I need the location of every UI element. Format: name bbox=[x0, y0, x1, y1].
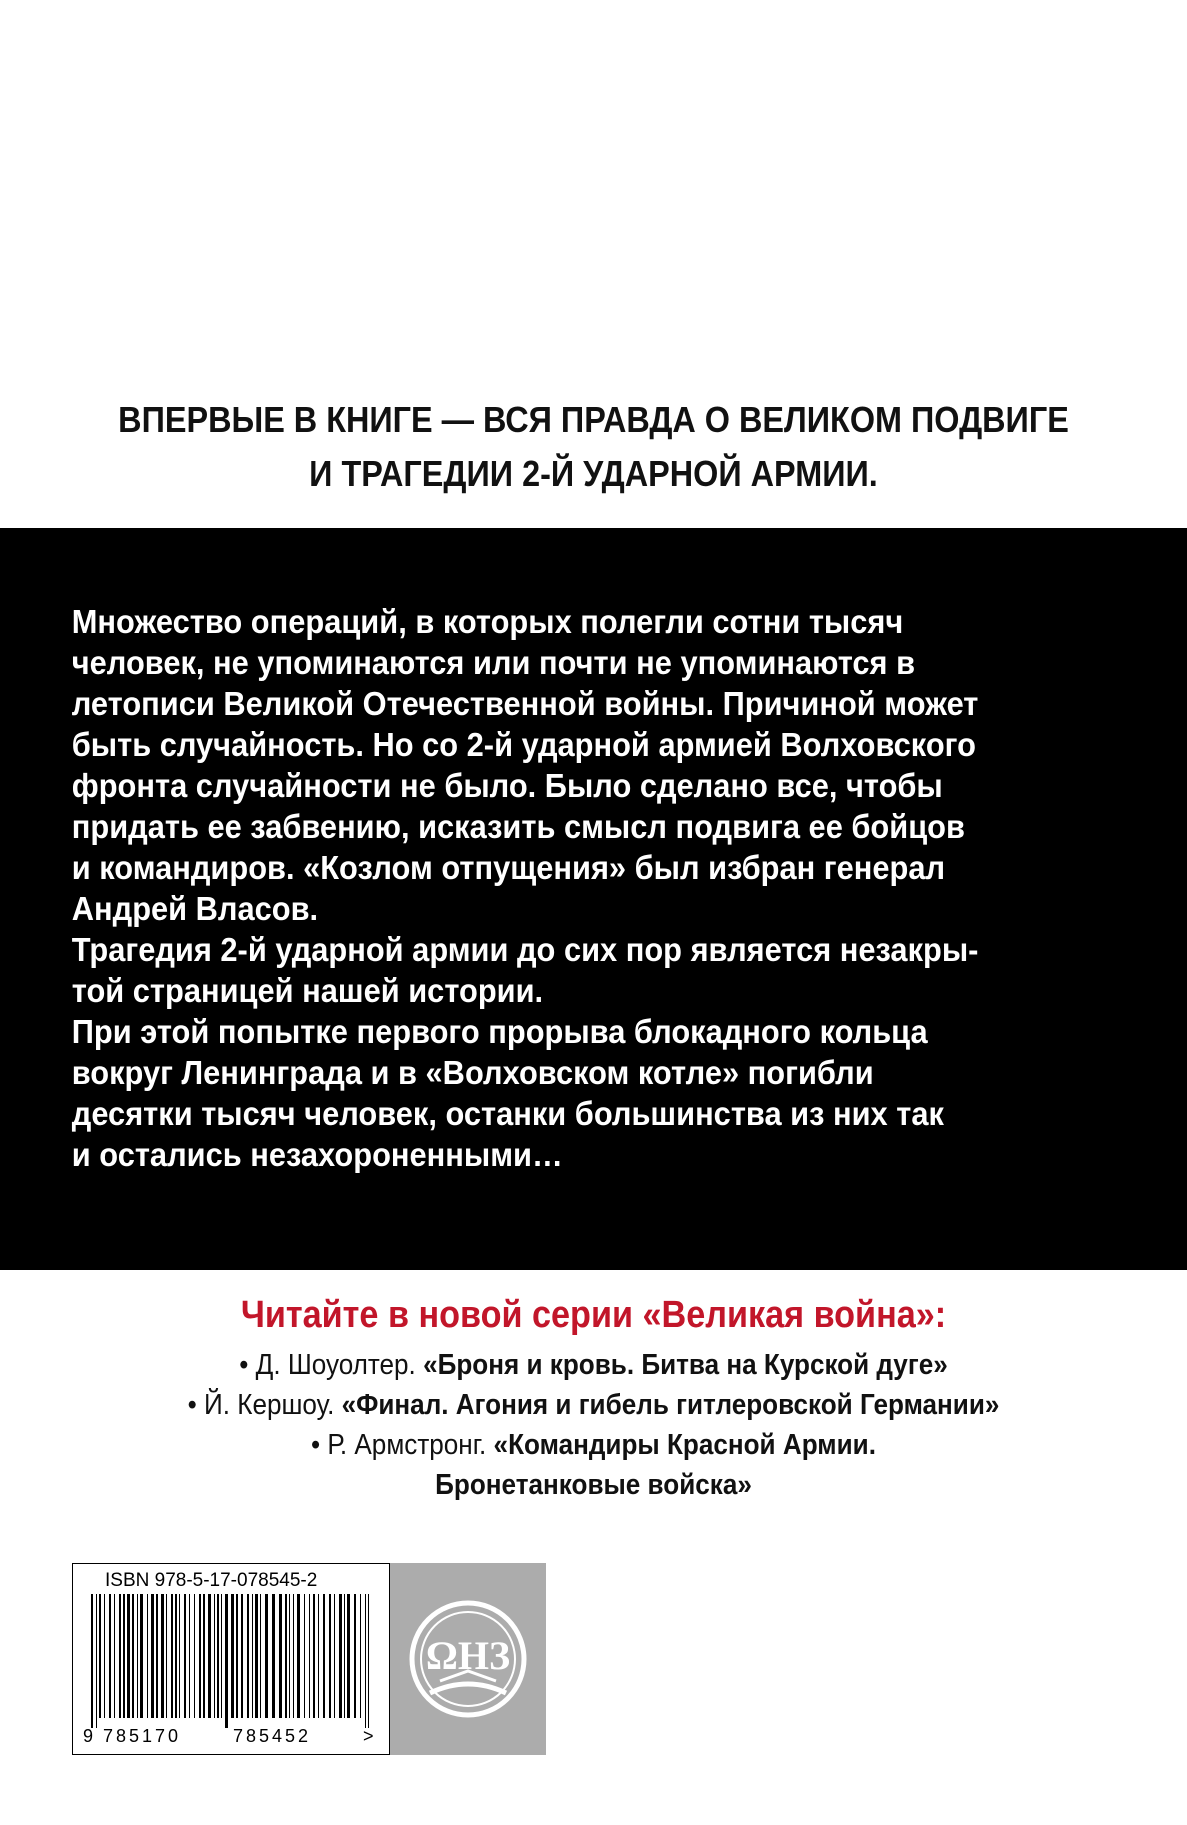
barcode-bar bbox=[96, 1594, 97, 1728]
barcode-bar bbox=[161, 1594, 164, 1718]
barcode-bar bbox=[265, 1594, 268, 1718]
blurb-line: При этой попытке первого прорыва блокадного кольца bbox=[71, 1014, 928, 1051]
barcode-bar bbox=[194, 1594, 195, 1718]
series-item-title: «Броня и кровь. Битва на Курской дуге» bbox=[423, 1349, 948, 1381]
tagline bbox=[59, 393, 1127, 501]
barcode-bar bbox=[347, 1594, 350, 1718]
barcode-first-digit: 9 bbox=[83, 1726, 94, 1746]
blurb-text bbox=[0, 602, 1092, 1176]
series-item bbox=[59, 1385, 1127, 1425]
barcode-bar bbox=[365, 1594, 366, 1728]
barcode-bar bbox=[289, 1594, 290, 1718]
blurb-line: быть случайность. Но со 2-й ударной армией Волховского bbox=[71, 727, 976, 764]
tagline-line-1: ВПЕРВЫЕ В КНИГЕ — ВСЯ ПРАВДА О ВЕЛИКОМ ПОДВИГЕ bbox=[118, 399, 1069, 440]
barcode-bar bbox=[156, 1594, 158, 1718]
barcode-bar bbox=[368, 1594, 369, 1728]
barcode-bar bbox=[119, 1594, 121, 1718]
barcode-bar bbox=[137, 1594, 138, 1718]
barcode-bar bbox=[231, 1594, 234, 1718]
blurb-line: летописи Великой Отечественной войны. Причиной может bbox=[71, 686, 979, 723]
blurb-line: Множество операций, в которых полегли сотни тысяч bbox=[71, 604, 904, 641]
barcode-bar bbox=[313, 1594, 315, 1718]
series-item bbox=[59, 1425, 1127, 1465]
blurb-line: и командиров. «Козлом отпущения» был избран генерал bbox=[71, 850, 946, 887]
series-item-continuation bbox=[59, 1465, 1127, 1505]
barcode-bar bbox=[334, 1594, 335, 1718]
barcode-bar bbox=[151, 1594, 154, 1718]
barcode-bar bbox=[354, 1594, 356, 1718]
barcode-bar bbox=[323, 1594, 325, 1718]
barcode-bar bbox=[297, 1594, 300, 1718]
series-item-title: «Командиры Красной Армии. bbox=[493, 1429, 876, 1461]
series-heading: Читайте в новой серии «Великая война»: bbox=[240, 1294, 947, 1336]
barcode-bar bbox=[221, 1594, 222, 1718]
barcode-bar bbox=[127, 1594, 130, 1718]
barcode-block bbox=[72, 1563, 390, 1755]
blurb-line: придать ее забвению, исказить смысл подвига ее бойцов bbox=[71, 809, 965, 846]
barcode-bar bbox=[175, 1594, 177, 1718]
barcode-bar bbox=[360, 1594, 361, 1718]
blurb-line: человек, не упоминаются или почти не упоминаются в bbox=[71, 645, 916, 682]
blurb-line: Трагедия 2-й ударной армии до сих пор является незакры- bbox=[71, 932, 979, 969]
barcode-bar bbox=[272, 1594, 275, 1718]
series-list bbox=[59, 1345, 1127, 1505]
barcode-bar bbox=[260, 1594, 261, 1718]
barcode-bar bbox=[123, 1594, 125, 1718]
publisher-emblem-icon bbox=[390, 1563, 546, 1755]
barcode-bar bbox=[318, 1594, 319, 1718]
barcode-bar bbox=[184, 1594, 186, 1718]
barcode-right-group: 785452 bbox=[233, 1726, 312, 1746]
barcode-bar bbox=[171, 1594, 173, 1718]
blurb-line: десятки тысяч человек, останки большинства из них так bbox=[71, 1096, 944, 1133]
barcode-bar bbox=[329, 1594, 331, 1718]
barcode-bar bbox=[179, 1594, 180, 1718]
barcode-bar bbox=[147, 1594, 148, 1718]
series-item-title-continuation: Бронетанковые войска» bbox=[435, 1469, 752, 1501]
barcode-arrow: > bbox=[363, 1726, 374, 1746]
barcode-bar bbox=[225, 1594, 228, 1728]
barcode-bar bbox=[217, 1594, 219, 1718]
barcode-bar bbox=[199, 1594, 201, 1718]
svg-text:ΩНЗ: ΩНЗ bbox=[425, 1633, 511, 1678]
isbn-label: ISBN 978-5-17-078545-2 bbox=[105, 1570, 318, 1591]
blurb-line: той страницей нашей истории. bbox=[71, 973, 544, 1010]
barcode-bar bbox=[114, 1594, 115, 1718]
series-item-author: • Й. Кершоу. bbox=[187, 1389, 335, 1421]
blurb-line: вокруг Ленинграда и в «Волховском котле» погибли bbox=[71, 1055, 874, 1092]
barcode-bar bbox=[236, 1594, 238, 1718]
barcode-bar bbox=[109, 1594, 111, 1718]
barcode-bar bbox=[99, 1594, 101, 1718]
barcode-bar bbox=[344, 1594, 345, 1718]
barcode-bar bbox=[208, 1594, 211, 1718]
barcode-bar bbox=[91, 1594, 93, 1728]
series-item-title: «Финал. Агония и гибель гитлеровской Германии» bbox=[341, 1389, 1000, 1421]
publisher-panel bbox=[390, 1563, 546, 1755]
blurb-line: фронта случайности не было. Было сделано все, чтобы bbox=[71, 768, 943, 805]
series-item-author: • Р. Армстронг. bbox=[311, 1429, 487, 1461]
barcode-bar bbox=[189, 1594, 190, 1718]
barcode-bar bbox=[166, 1594, 167, 1718]
barcode-bar bbox=[339, 1594, 342, 1718]
barcode-bar bbox=[104, 1594, 105, 1718]
barcode-bar bbox=[214, 1594, 215, 1718]
barcode-bar bbox=[304, 1594, 305, 1718]
barcode-bar bbox=[247, 1594, 249, 1718]
barcode-bar bbox=[132, 1594, 134, 1718]
barcode-bar bbox=[279, 1594, 282, 1718]
barcode-bar bbox=[285, 1594, 287, 1718]
barcode-bar bbox=[140, 1594, 143, 1718]
series-item-author: • Д. Шоуолтер. bbox=[239, 1349, 416, 1381]
barcode-bar bbox=[203, 1594, 205, 1718]
barcode-bar bbox=[255, 1594, 258, 1718]
blurb-line: и остались незахороненными… bbox=[71, 1137, 563, 1174]
blurb-line: Андрей Власов. bbox=[71, 891, 319, 928]
tagline-line-2: И ТРАГЕДИИ 2-Й УДАРНОЙ АРМИИ. bbox=[309, 453, 878, 494]
series-item bbox=[59, 1345, 1127, 1385]
barcode-icon bbox=[87, 1594, 377, 1728]
barcode-bar bbox=[252, 1594, 253, 1718]
barcode-bar bbox=[241, 1594, 243, 1718]
barcode-bar bbox=[293, 1594, 294, 1718]
barcode-bar bbox=[309, 1594, 310, 1718]
barcode-left-group: 785170 bbox=[103, 1726, 182, 1746]
